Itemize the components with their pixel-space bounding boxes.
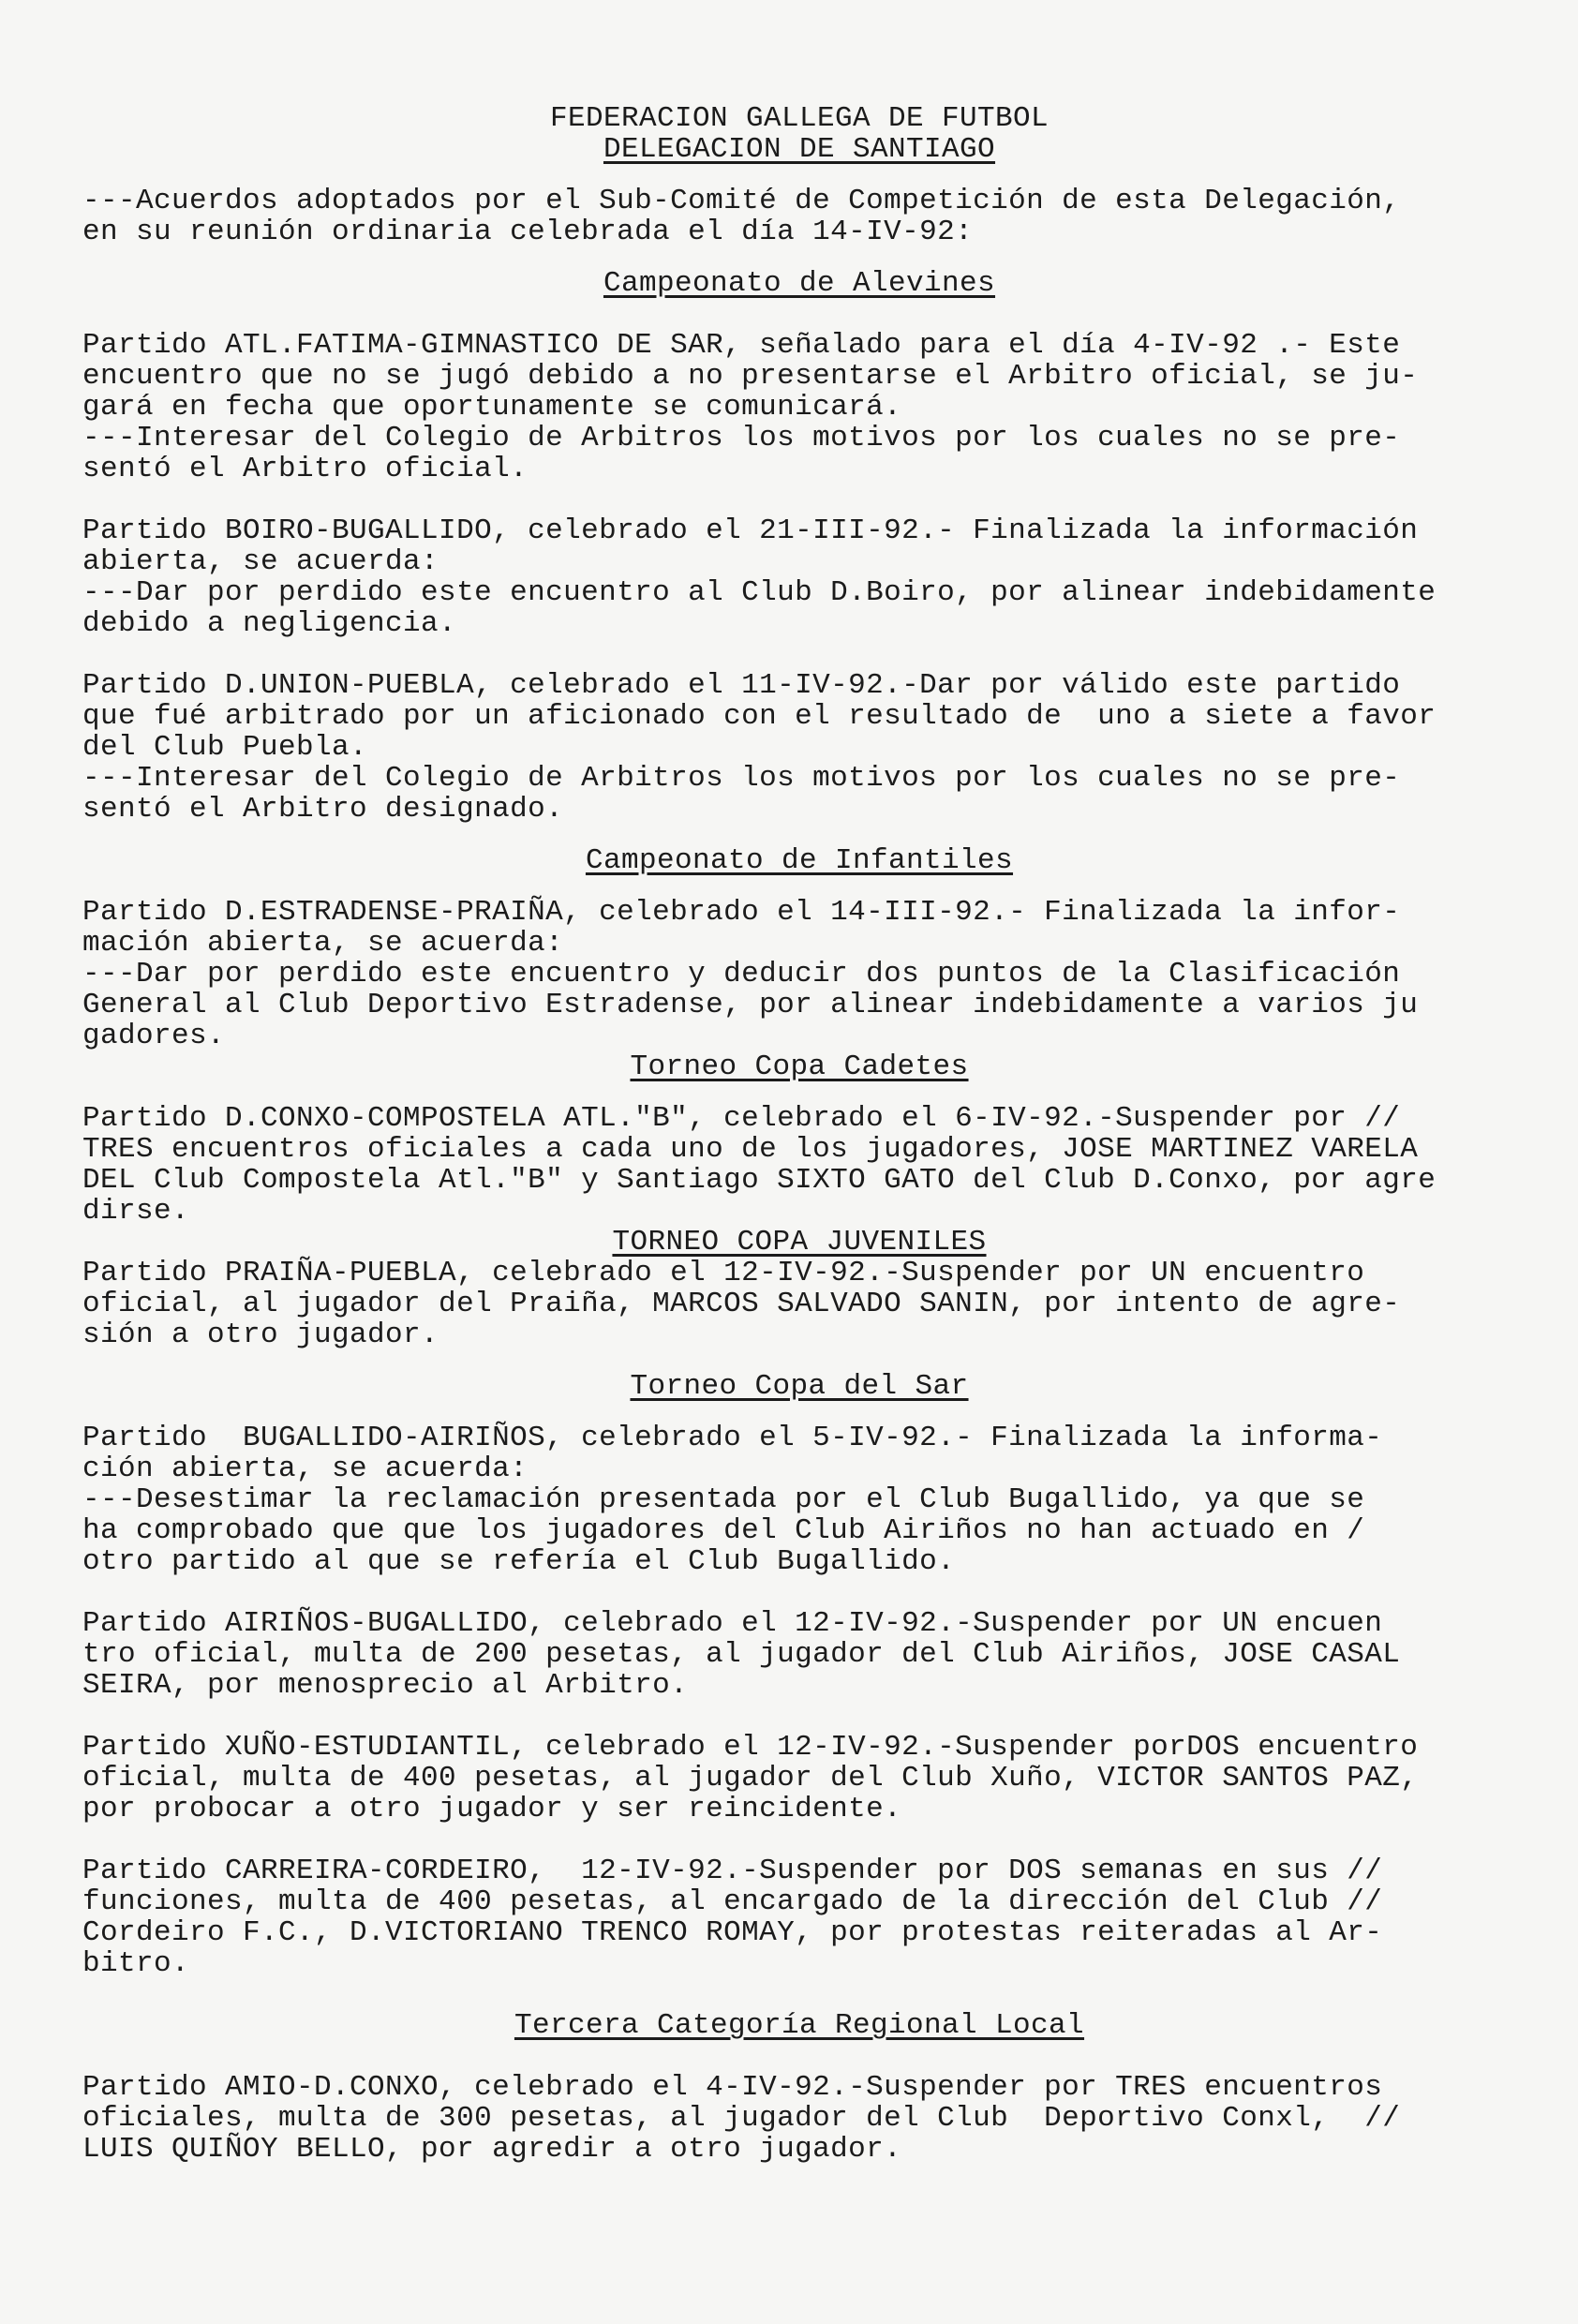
- paragraph-juveniles-1: Partido PRAIÑA-PUEBLA, celebrado el 12-IV-92.-Suspender por UN encuentro oficial, al jugador del Praiña, MARCOS SALVADO SANIN, por intento de agre- sión a otro jugador.: [82, 1257, 1401, 1351]
- paragraph-cadetes-1: Partido D.CONXO-COMPOSTELA ATL."B", celebrado el 6-IV-92.-Suspender por // TRES encuentros oficiales a cada uno de los jugadores, JOSE MARTINEZ VARELA DEL Club Compostela Atl."B" y Santiago SIXTO GATO del Club D.Conxo, por agre dirse.: [82, 1102, 1437, 1228]
- paragraph-copa-sar-1: Partido BUGALLIDO-AIRIÑOS, celebrado el 5-IV-92.- Finalizada la informa- ción abierta, se acuerda: ---Desestimar la reclamación presentada por el Club Bugallido, ya que se ha comprobado que que los jugadores del Club Airiños no han actuado en / otro partido al que se refería el Club Bugallido.: [82, 1422, 1383, 1578]
- paragraph-copa-sar-4: Partido CARREIRA-CORDEIRO, 12-IV-92.-Suspender por DOS semanas en sus // funciones, multa de 400 pesetas, al encargado de la dirección del Club // Cordeiro F.C., D.VICTORIANO TRENCO ROMAY, por protestas reiteradas al Ar- bitro.: [82, 1855, 1383, 1980]
- delegation-title: DELEGACION DE SANTIAGO: [603, 133, 996, 166]
- paragraph-alevines-2: Partido BOIRO-BUGALLIDO, celebrado el 21-III-92.- Finalizada la información abierta, se acuerda: ---Dar por perdido este encuentro al Club D.Boiro, por alinear indebidamente debido a negligencia.: [82, 514, 1437, 640]
- paragraph-tercera-1: Partido AMIO-D.CONXO, celebrado el 4-IV-92.-Suspender por TRES encuentros oficiales, multa de 300 pesetas, al jugador del Club Deportivo Conxl, // LUIS QUIÑOY BELLO, por agredir a otro jugador.: [82, 2071, 1401, 2166]
- intro-paragraph: ---Acuerdos adoptados por el Sub-Comité de Competición de esta Delegación, en su reunión ordinaria celebrada el día 14-IV-92:: [82, 185, 1401, 248]
- federation-title: FEDERACION GALLEGA DE FUTBOL: [549, 102, 1050, 135]
- section-title-juveniles: TORNEO COPA JUVENILES: [612, 1226, 987, 1259]
- paragraph-copa-sar-2: Partido AIRIÑOS-BUGALLIDO, celebrado el 12-IV-92.-Suspender por UN encuen tro oficial, multa de 200 pesetas, al jugador del Club Airiños, JOSE CASAL SEIRA, por menosprecio al Arbitro.: [82, 1607, 1401, 1702]
- section-title-infantiles: Campeonato de Infantiles: [585, 844, 1014, 877]
- section-title-alevines: Campeonato de Alevines: [603, 267, 996, 300]
- paragraph-copa-sar-3: Partido XUÑO-ESTUDIANTIL, celebrado el 12-IV-92.-Suspender porDOS encuentro oficial, multa de 400 pesetas, al jugador del Club Xuño, VICTOR SANTOS PAZ, por probocar a otro jugador y ser reincidente.: [82, 1731, 1419, 1825]
- paragraph-alevines-3: Partido D.UNION-PUEBLA, celebrado el 11-IV-92.-Dar por válido este partido que fué arbitrado por un aficionado con el resultado de uno a siete a favor del Club Puebla. ---Interesar del Colegio de Arbitros los motivos por los cuales no se pre- sentó el Arbitro designado.: [82, 669, 1437, 826]
- paragraph-alevines-1: Partido ATL.FATIMA-GIMNASTICO DE SAR, señalado para el día 4-IV-92 .- Este encuentro que no se jugó debido a no presentarse el Arbitro oficial, se ju- gará en fecha que oportunamente se comunicará. ---Interesar del Colegio de Arbitros los motivos por los cuales no se pre- sentó el Arbitro oficial.: [82, 329, 1419, 485]
- section-title-tercera-categoria: Tercera Categoría Regional Local: [514, 2009, 1085, 2042]
- section-title-copa-sar: Torneo Copa del Sar: [630, 1370, 969, 1403]
- paragraph-infantiles-1: Partido D.ESTRADENSE-PRAIÑA, celebrado el 14-III-92.- Finalizada la infor- mación abierta, se acuerda: ---Dar por perdido este encuentro y deducir dos puntos de la Clasificación General al Club Deportivo Estradense, por alinear indebidamente a varios ju gadores.: [82, 896, 1419, 1052]
- section-title-cadetes: Torneo Copa Cadetes: [630, 1050, 969, 1083]
- document-body: [82, 103, 1516, 2165]
